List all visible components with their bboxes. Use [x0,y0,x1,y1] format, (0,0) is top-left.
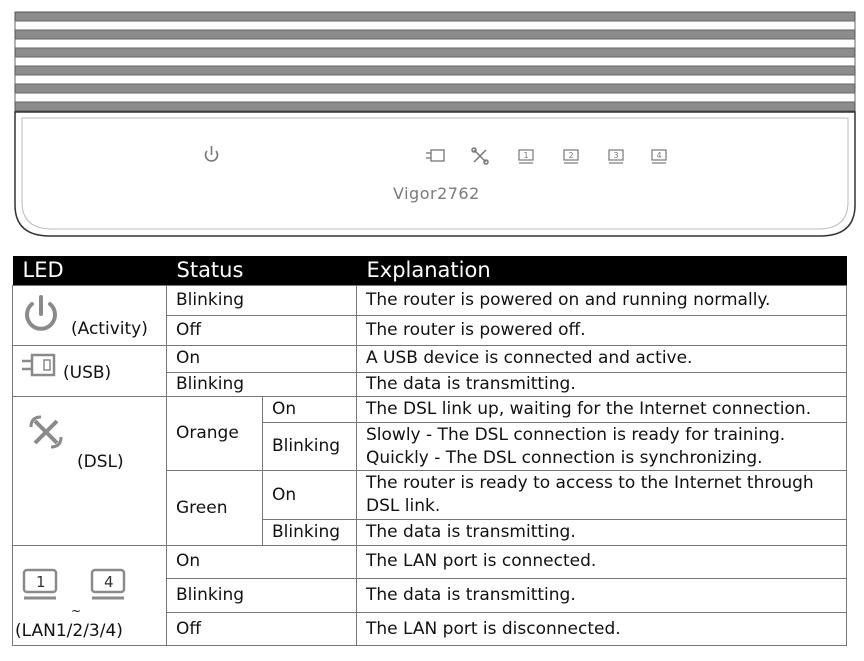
power-icon [19,292,63,336]
led-lan-label: (LAN1/2/3/4) [15,621,123,641]
explanation-cell: The DSL link up, waiting for the Internet connection. [357,397,847,423]
explanation-cell [357,471,847,520]
led-activity-label: (Activity) [71,319,148,339]
explanation-cell: The data is transmitting. [357,578,847,612]
led-usb-cell [13,346,167,397]
status-cell: Blinking [167,372,357,396]
router-lan4-icon: 4 [656,151,662,160]
explanation-cell: The LAN port is disconnected. [357,613,847,646]
lan4-icon-number: 4 [104,573,114,591]
explanation-cell: The LAN port is connected. [357,546,847,579]
explanation-cell: The data is transmitting. [357,372,847,396]
status-cell: Blinking [167,286,357,316]
status-cell: On [263,397,357,423]
header-status: Status [167,256,357,286]
led-status-table [12,256,847,646]
status-cell: On [167,346,357,373]
led-dsl-label: (DSL) [77,452,124,472]
router-model-label: Vigor2762 [393,184,480,203]
explanation-cell [357,423,847,471]
explanation-line: Quickly - The DSL connection is synchronizing. [366,447,763,468]
header-led: LED [13,256,167,286]
status-cell: Off [167,613,357,646]
dsl-icon [27,413,71,453]
usb-icon [19,352,63,384]
status-cell: Blinking [263,423,357,471]
led-lan-cell [13,546,167,646]
explanation-line: Slowly - The DSL connection is ready for training. [366,424,786,445]
router-lan1-icon: 1 [523,151,529,160]
explanation-line: DSL link. [366,496,441,516]
dsl-green-color-cell: Green [167,471,263,546]
explanation-cell: The data is transmitting. [357,520,847,546]
led-usb-label: (USB) [63,363,112,383]
led-activity-cell [13,286,167,346]
status-cell: Blinking [263,520,357,546]
router-lan3-icon: 3 [613,151,619,160]
status-cell: On [263,471,357,520]
header-explanation: Explanation [357,256,847,286]
led-dsl-cell [13,397,167,546]
lan1-icon-number: 1 [36,573,46,591]
dsl-orange-color-cell: Orange [167,397,263,471]
explanation-cell: The router is powered off. [357,316,847,346]
explanation-line: The router is ready to access to the Internet through [366,473,814,493]
router-front-illustration [0,0,864,240]
status-cell: On [167,546,357,579]
router-lan-icons [0,0,864,240]
status-cell: Blinking [167,578,357,612]
lan-range-tilde: ~ [71,604,82,618]
status-cell: Off [167,316,357,346]
explanation-cell: A USB device is connected and active. [357,346,847,373]
explanation-cell: The router is powered on and running normally. [357,286,847,316]
router-lan2-icon: 2 [568,151,574,160]
